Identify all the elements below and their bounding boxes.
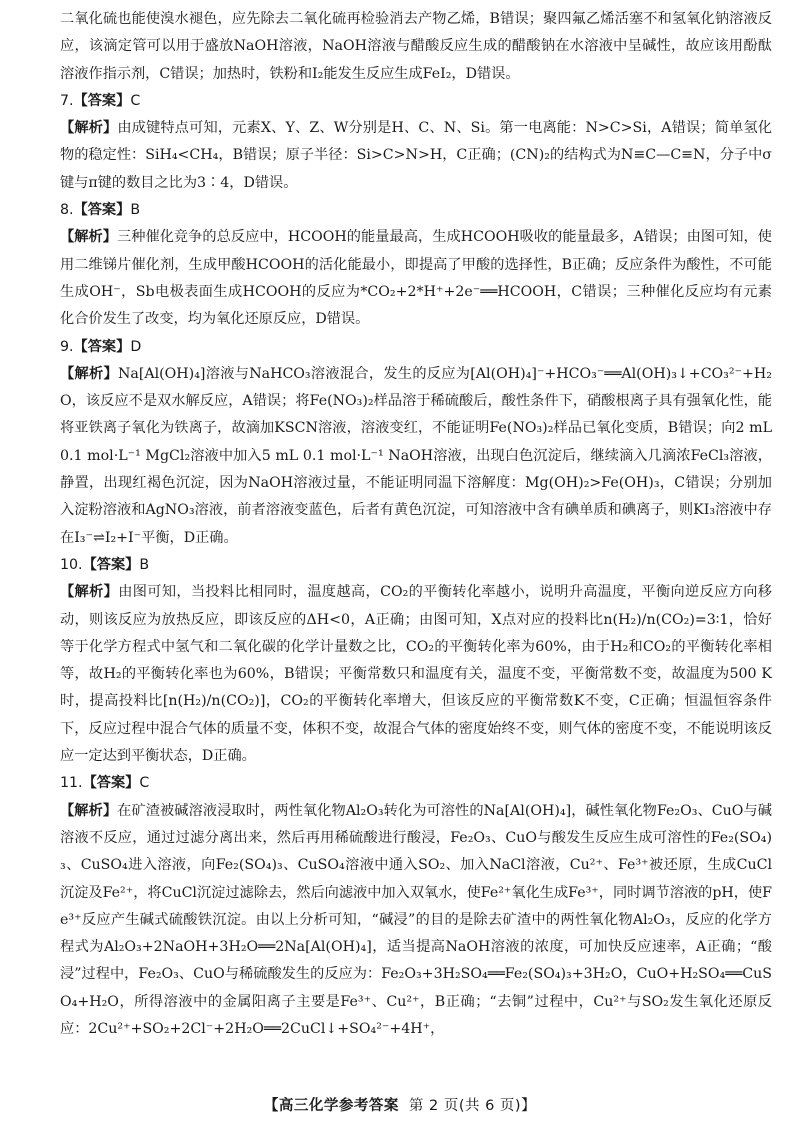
answer-line: 9.【答案】D — [60, 338, 142, 355]
analysis-paragraph — [60, 579, 772, 770]
answer-line: 10.【答案】B — [60, 556, 150, 573]
answer-tag: 【答案】 — [82, 775, 140, 792]
answer-letter: B — [139, 556, 150, 573]
analysis-tag: 【解析】 — [60, 229, 117, 246]
analysis-paragraph — [60, 115, 772, 197]
intro-paragraph: 二氧化硫也能使溴水褪色，应先除去二氧化硫再检验消去产物乙烯，B错误；聚四氟乙烯活塞不和氢氧化钠溶液反应，该滴定管可以用于盛放NaOH溶液，NaOH溶液与醋酸反应生成的醋酸钠在水溶液中呈碱性，故应该用酚酞溶液作指示剂，C错误；加热时，铁粉和I₂能发生反应生成FeI₂，D错误。 — [60, 11, 772, 82]
analysis-text: 在矿渣被碱溶液浸取时，两性氧化物Al₂O₃转化为可溶性的Na[Al(OH)₄]，碱性氧化物Fe₂O₃、CuO与碱溶液不反应，通过过滤分离出来，然后再用稀硫酸进行酸浸，Fe₂O₃、CuO与酸发生反应生成可溶性的Fe₂(SO₄)₃、CuSO₄进入溶液，向Fe₂(SO₄)₃、CuSO₄溶液中通入SO₂、加入NaCl溶液，Cu²⁺、Fe³⁺被还原，生成CuCl沉淀及Fe²⁺，将CuCl沉淀过滤除去，然后向滤液中加入双氧水，使Fe²⁺氧化生成Fe³⁺，同时调节溶液的pH，使Fe³⁺反应产生碱式硫酸铁沉淀。由以上分析可知，“碱浸”的目的是除去矿渣中的两性氧化物Al₂O₃，反应的化学方程式为Al₂O₃+2NaOH+3H₂O══2Na[Al(OH)₄]，适当提高NaOH溶液的浓度，可加快反应速率，A正确；“酸浸”过程中，Fe₂O₃、CuO与稀硫酸发生的反应为：Fe₂O₃+3H₂SO₄══Fe₂(SO₄)₃+3H₂O，CuO+H₂SO₄══CuSO₄+H₂O，所得溶液中的金属阳离子主要是Fe³⁺、Cu²⁺，B正确；“去铜”过程中，Cu²⁺与SO₂发生氧化还原反应：2Cu²⁺+SO₂+2Cl⁻+2H₂O══2CuCl↓+SO₄²⁻+4H⁺， — [60, 802, 772, 1037]
answer-letter: B — [130, 202, 141, 219]
analysis-paragraph — [60, 361, 772, 552]
answer-letter: D — [130, 338, 142, 355]
answer-tag: 【答案】 — [73, 202, 131, 219]
analysis-text: 由图可知，当投料比相同时，温度越高，CO₂的平衡转化率越小，说明升高温度，平衡向逆反应方向移动，则该反应为放热反应，即该反应的ΔH<0，A正确；由图可知，X点对应的投料比n(H₂)/n(CO₂)=3∶1，恰好等于化学方程式中氢气和二氧化碳的化学计量数之比，CO₂的平衡转化率为60%，由于H₂和CO₂的平衡转化率相等，故H₂的平衡转化率也为60%，B错误；平衡常数只和温度有关，温度不变，平衡常数不变，故温度为500 K时，提高投料比[n(H₂)/n(CO₂)]，CO₂的平衡转化率增大，但该反应的平衡常数K不变，C正确；恒温恒容条件下，反应过程中混合气体的质量不变，体积不变，故混合气体的密度始终不变，则气体的密度不变，不能说明该反应一定达到平衡状态，D正确。 — [60, 584, 772, 765]
footer-page-number: 第 2 页(共 6 页)】 — [408, 1098, 537, 1114]
question-9 — [60, 334, 772, 552]
answer-letter: C — [130, 92, 141, 109]
answer-line: 11.【答案】C — [60, 775, 150, 792]
analysis-tag: 【解析】 — [60, 120, 118, 137]
page-footer — [0, 1094, 800, 1115]
footer-title: 【高三化学参考答案 — [263, 1098, 399, 1114]
answer-tag: 【答案】 — [82, 556, 140, 573]
question-8 — [60, 197, 772, 333]
question-10 — [60, 552, 772, 770]
analysis-text: 三种催化竞争的总反应中，HCOOH的能量最高，生成HCOOH吸收的能量最多，A错误；由图可知，使用二维锑片催化剂，生成甲酸HCOOH的活化能最小，即提高了甲酸的选择性，B正确；反应条件为酸性，不可能生成OH⁻，Sb电极表面生成HCOOH的反应为*CO₂+2*H⁺+2e⁻══HCOOH，C错误；三种催化反应均有元素化合价发生了改变，均为氧化还原反应，D错误。 — [60, 229, 772, 328]
answer-line: 7.【答案】C — [60, 92, 141, 109]
answer-line: 8.【答案】B — [60, 202, 141, 219]
answer-page — [60, 6, 772, 1043]
answer-tag: 【答案】 — [73, 338, 131, 355]
analysis-paragraph — [60, 798, 772, 1044]
analysis-text: Na[Al(OH)₄]溶液与NaHCO₃溶液混合，发生的反应为[Al(OH)₄]⁻+HCO₃⁻══Al(OH)₃↓+CO₃²⁻+H₂O，该反应不是双水解反应，A错误；将Fe(NO₃)₂样品溶于稀硫酸后，酸性条件下，硝酸根离子具有强氧化性，能将亚铁离子氧化为铁离子，故滴加KSCN溶液，溶液变红，不能证明Fe(NO₃)₂样品已氧化变质，B错误；向2 mL 0.1 mol·L⁻¹ MgCl₂溶液中加入5 mL 0.1 mol·L⁻¹ NaOH溶液，出现白色沉淀后，继续滴入几滴浓FeCl₃溶液，静置，出现红褐色沉淀，因为NaOH溶液过量，不能证明同温下溶解度：Mg(OH)₂>Fe(OH)₃，C错误；分别加入淀粉溶液和AgNO₃溶液，前者溶液变蓝色，后者有黄色沉淀，可知溶液中含有碘单质和碘离子，则KI₃溶液中存在I₃⁻⇌I₂+I⁻平衡，D正确。 — [60, 365, 772, 546]
question-11 — [60, 770, 772, 1043]
question-7 — [60, 88, 772, 197]
analysis-tag: 【解析】 — [60, 365, 118, 382]
answer-tag: 【答案】 — [73, 92, 131, 109]
analysis-paragraph — [60, 224, 772, 333]
analysis-text: 由成键特点可知，元素X、Y、Z、W分别是H、C、N、Si。第一电离能：N>C>Si，A错误；简单氢化物的稳定性：SiH₄<CH₄，B错误；原子半径：Si>C>N>H，C正确；(CN)₂的结构式为N≡C—C≡N，分子中σ键与π键的数目之比为3∶4，D错误。 — [60, 120, 772, 191]
answer-letter: C — [139, 775, 150, 792]
analysis-tag: 【解析】 — [60, 802, 118, 819]
analysis-tag: 【解析】 — [60, 584, 119, 601]
